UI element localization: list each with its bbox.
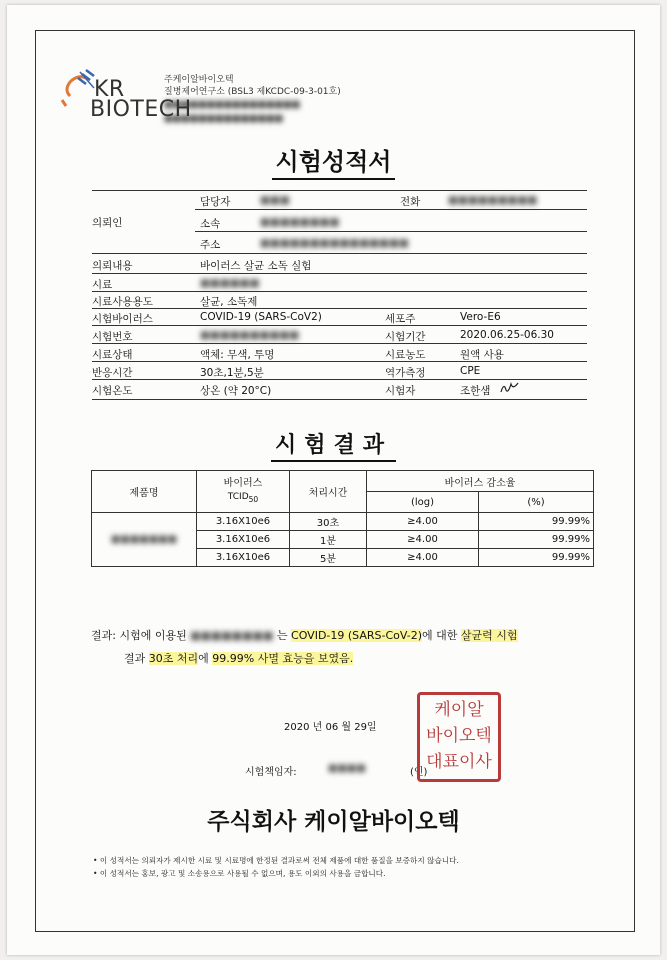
info-rule	[92, 343, 587, 344]
affiliation-value-redacted: ■■■■■■■■	[260, 216, 340, 228]
company-name-footer: 주식회사 케이알바이오텍	[207, 809, 460, 835]
th-product: 제품명	[92, 471, 197, 513]
tester-value: 조한샘	[460, 385, 491, 397]
th-log: (log)	[367, 492, 479, 513]
results-title: 시험결과	[0, 428, 667, 459]
logo-wordmark: KR BIOTECH	[90, 77, 192, 122]
th-virus-titer: 바이러스 $TCID_{50}$	[197, 471, 290, 513]
address-line-redacted-2: ■■■■■■■■■■■■■■	[164, 114, 284, 124]
conclusion-line-1: 결과: 시험에 이용된 ■■■■■■■■ 는 COVID-19 (SARS-CoV-2)에 대한 살균력 시험	[91, 629, 518, 642]
back-titration-value: CPE	[460, 365, 481, 377]
cell-line-label: 세포주	[385, 313, 416, 325]
back-titration-label: 역가측정	[385, 367, 426, 379]
info-rule	[195, 209, 587, 210]
tester-label: 시험자	[385, 385, 416, 397]
reaction-time-value: 30초,1분,5분	[200, 367, 264, 379]
tester-signature	[499, 380, 521, 396]
info-rule	[92, 361, 587, 362]
signatory-label: 시험책임자:	[245, 767, 297, 778]
test-period-label: 시험기간	[385, 331, 426, 343]
info-rule	[92, 273, 587, 274]
info-rule	[195, 231, 587, 232]
info-bottom-rule	[92, 399, 587, 400]
client-label: 의뢰인	[92, 217, 123, 229]
sample-state-label: 시료상태	[92, 349, 133, 361]
test-virus-label: 시험바이러스	[92, 313, 153, 325]
reaction-time-label: 반응시간	[92, 367, 133, 379]
sample-use-label: 시료사용용도	[92, 296, 153, 308]
th-reduction: 바이러스 감소율	[367, 471, 594, 492]
th-percent: (%)	[479, 492, 594, 513]
info-top-rule	[92, 190, 587, 191]
table-row: 3.16X10e6 5분 ≥4.00 99.99%	[92, 549, 594, 567]
table-row: ■■■■■■■ 3.16X10e6 30초 ≥4.00 99.99%	[92, 513, 594, 531]
sample-concentration-label: 시료농도	[385, 349, 426, 361]
affiliation-label: 소속	[200, 218, 221, 230]
test-period-value: 2020.06.25-06.30	[460, 329, 554, 341]
footnote-2: • 이 성적서는 홍보, 광고 및 소송용으로 사용될 수 없으며, 용도 이외의 사용을 금합니다.	[93, 869, 386, 878]
page-title: 시험성적서	[0, 142, 667, 177]
address-label: 주소	[200, 239, 221, 251]
signatory-name-redacted: ■■■■	[328, 763, 366, 774]
company-seal-stamp: 케이알 바이오텍 대표이사	[417, 692, 501, 782]
table-row: 3.16X10e6 1분 ≥4.00 99.99%	[92, 531, 594, 549]
test-temperature-value: 상온 (약 20°C)	[200, 385, 272, 397]
seal-mark-text: (인)	[410, 767, 428, 778]
test-temperature-label: 시험온도	[92, 385, 133, 397]
issue-date: 2020 년 06 월 29일	[284, 722, 377, 733]
address-line-redacted: ■■■■■■■■■■■■■■■■	[164, 100, 301, 110]
company-name-line: 주케이알바이오텍	[164, 75, 234, 85]
manager-value-redacted: ■■■	[260, 194, 290, 206]
info-rule	[92, 253, 587, 254]
results-table	[91, 470, 594, 567]
phone-label: 전화	[400, 196, 421, 208]
info-rule	[92, 308, 587, 309]
conclusion-line-2: 결과 30초 처리에 99.99% 사멸 효능을 보였음.	[124, 652, 354, 665]
sample-label: 시료	[92, 279, 113, 291]
test-number-label: 시험번호	[92, 331, 133, 343]
info-rule	[92, 291, 587, 292]
sample-value-redacted: ■■■■■■	[200, 277, 260, 289]
test-virus-value: COVID-19 (SARS-CoV2)	[200, 311, 322, 323]
info-rule	[92, 325, 587, 326]
lab-name-line: 질병제어연구소 (BSL3 제KCDC-09-3-01호)	[164, 87, 341, 97]
request-content-label: 의뢰내용	[92, 260, 133, 272]
test-number-redacted: ■■■■■■■■■■	[200, 329, 300, 341]
product-name-redacted: ■■■■■■■	[92, 513, 197, 567]
cell-line-value: Vero-E6	[460, 311, 501, 323]
request-content-value: 바이러스 살균 소독 실험	[200, 260, 312, 272]
manager-label: 담당자	[200, 196, 231, 208]
address-value-redacted: ■■■■■■■■■■■■■■■	[260, 237, 409, 249]
sample-use-value: 살균, 소독제	[200, 296, 258, 308]
sample-state-value: 액체: 무색, 투명	[200, 349, 275, 361]
phone-value-redacted: ■■■■■■■■■	[448, 194, 538, 206]
th-treatment-time: 처리시간	[290, 471, 367, 513]
sample-concentration-value: 원액 사용	[460, 349, 504, 361]
footnote-1: • 이 성적서는 의뢰자가 제시한 시료 및 시료명에 한정된 결과로써 전체 제품에 대한 품질을 보증하지 않습니다.	[93, 856, 459, 865]
